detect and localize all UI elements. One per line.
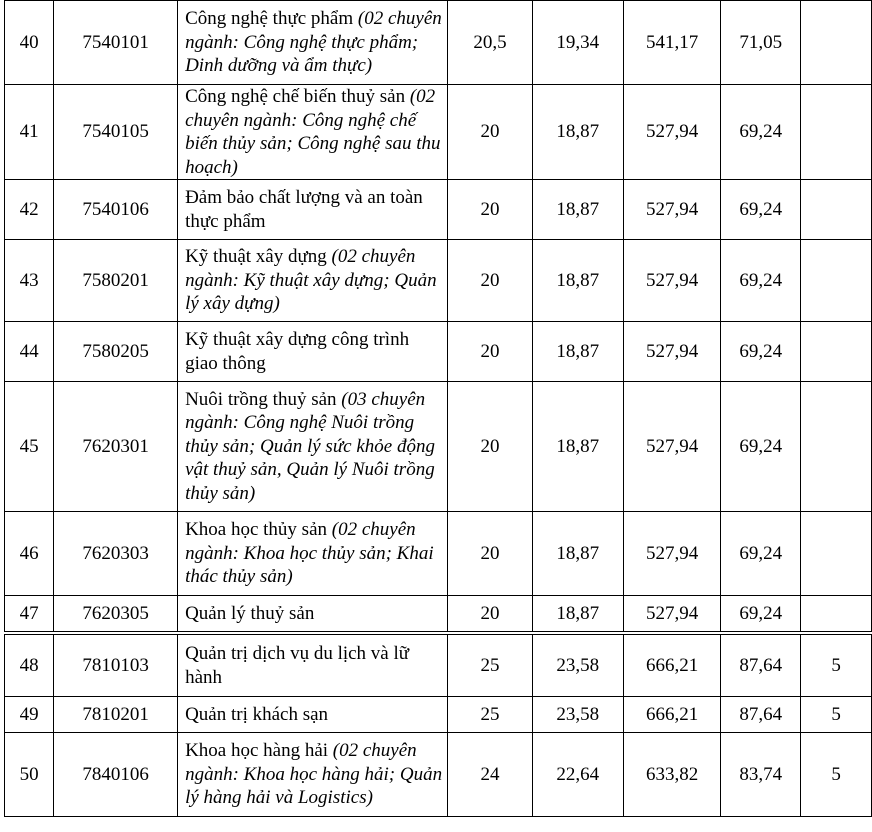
- major-code-cell: 7580205: [54, 322, 178, 382]
- score-cell-3: 527,94: [623, 180, 720, 240]
- row-number-cell: 48: [5, 635, 54, 697]
- row-number-cell: 46: [5, 512, 54, 596]
- score-cell-4: 69,24: [721, 180, 801, 240]
- major-name: Quản trị khách sạn: [185, 703, 329, 725]
- score-cell-2: 18,87: [532, 596, 623, 632]
- major-name: Công nghệ chế biến thuỷ sản: [185, 86, 406, 107]
- table-row: [5, 180, 872, 240]
- major-specialization-note: (02 chuyên ngành: Khoa học hàng hải; Quản lý hàng hải và Logistics): [185, 740, 443, 809]
- score-cell-2: 18,87: [532, 512, 623, 596]
- major-name: Nuôi trồng thuỷ sản: [185, 388, 337, 410]
- score-cell-4: 71,05: [721, 1, 801, 85]
- score-cell-5: [801, 512, 872, 596]
- row-number-cell: 43: [5, 240, 54, 322]
- major-name: Quản lý thuỷ sản: [185, 602, 315, 624]
- table-row: [5, 85, 872, 180]
- score-cell-4: 69,24: [721, 322, 801, 382]
- score-cell-1: 20: [448, 240, 532, 322]
- major-name: Kỹ thuật xây dựng công trình giao thông: [185, 329, 410, 374]
- table-row: [5, 635, 872, 697]
- major-name-cell: [178, 697, 448, 733]
- major-specialization-note: (02 chuyên ngành: Khoa học thủy sản; Khai thác thủy sản): [185, 519, 434, 588]
- major-specialization-note: (03 chuyên ngành: Công nghệ Nuôi trồng thủy sản; Quản lý sức khỏe động vật thuỷ sản, Quản lý Nuôi trồng thủy sản): [185, 388, 435, 504]
- major-name-cell: [178, 240, 448, 322]
- score-cell-2: 19,34: [532, 1, 623, 85]
- score-cell-4: 69,24: [721, 85, 801, 180]
- score-cell-3: 527,94: [623, 596, 720, 632]
- major-code-cell: 7810201: [54, 697, 178, 733]
- score-cell-2: 18,87: [532, 240, 623, 322]
- score-cell-3: 527,94: [623, 240, 720, 322]
- score-cell-2: 22,64: [532, 733, 623, 817]
- score-cell-5: 5: [801, 697, 872, 733]
- score-cell-4: 69,24: [721, 512, 801, 596]
- admission-table-wrapper: [4, 0, 872, 817]
- table-row: [5, 697, 872, 733]
- score-cell-3: 527,94: [623, 512, 720, 596]
- major-name-cell: [178, 635, 448, 697]
- score-cell-2: 23,58: [532, 697, 623, 733]
- score-cell-2: 18,87: [532, 382, 623, 512]
- score-cell-1: 25: [448, 635, 532, 697]
- score-cell-1: 25: [448, 697, 532, 733]
- score-cell-3: 541,17: [623, 1, 720, 85]
- table-row: [5, 322, 872, 382]
- score-cell-2: 18,87: [532, 322, 623, 382]
- score-cell-5: [801, 240, 872, 322]
- major-name-cell: [178, 596, 448, 632]
- row-number-cell: 44: [5, 322, 54, 382]
- score-cell-3: 666,21: [623, 635, 720, 697]
- major-name-cell: [178, 382, 448, 512]
- row-number-cell: 49: [5, 697, 54, 733]
- score-cell-1: 20: [448, 85, 532, 180]
- major-name: Kỹ thuật xây dựng: [185, 246, 327, 268]
- row-number-cell: 42: [5, 180, 54, 240]
- score-cell-4: 69,24: [721, 596, 801, 632]
- major-code-cell: 7540106: [54, 180, 178, 240]
- score-cell-1: 20: [448, 596, 532, 632]
- score-cell-2: 18,87: [532, 85, 623, 180]
- score-cell-1: 20: [448, 322, 532, 382]
- major-name: Đảm bảo chất lượng và an toàn thực phẩm: [185, 187, 423, 232]
- major-name: Khoa học thủy sản: [185, 519, 328, 541]
- major-name-cell: [178, 322, 448, 382]
- table-body: [5, 1, 872, 817]
- score-cell-5: 5: [801, 635, 872, 697]
- major-code-cell: 7810103: [54, 635, 178, 697]
- score-cell-1: 20,5: [448, 1, 532, 85]
- major-code-cell: 7620303: [54, 512, 178, 596]
- major-specialization-note: (02 chuyên ngành: Công nghệ chế biến thủy sản; Công nghệ sau thu hoạch): [185, 86, 441, 178]
- score-cell-1: 20: [448, 512, 532, 596]
- score-cell-5: [801, 85, 872, 180]
- score-cell-2: 18,87: [532, 180, 623, 240]
- major-code-cell: 7540101: [54, 1, 178, 85]
- score-cell-3: 527,94: [623, 382, 720, 512]
- admission-score-table: [4, 0, 872, 817]
- score-cell-1: 24: [448, 733, 532, 817]
- major-code-cell: 7620305: [54, 596, 178, 632]
- score-cell-4: 87,64: [721, 697, 801, 733]
- row-number-cell: 40: [5, 1, 54, 85]
- score-cell-5: [801, 382, 872, 512]
- score-cell-1: 20: [448, 180, 532, 240]
- row-number-cell: 50: [5, 733, 54, 817]
- score-cell-1: 20: [448, 382, 532, 512]
- table-row: [5, 596, 872, 632]
- score-cell-2: 23,58: [532, 635, 623, 697]
- score-cell-4: 87,64: [721, 635, 801, 697]
- score-cell-5: [801, 1, 872, 85]
- table-row: [5, 382, 872, 512]
- major-specialization-note: (02 chuyên ngành: Công nghệ thực phẩm; Dinh dưỡng và ẩm thực): [185, 8, 442, 77]
- major-name-cell: [178, 733, 448, 817]
- major-name: Quản trị dịch vụ du lịch và lữ hành: [185, 643, 410, 688]
- major-name-cell: [178, 180, 448, 240]
- major-specialization-note: (02 chuyên ngành: Kỹ thuật xây dựng; Quản lý xây dựng): [185, 246, 437, 315]
- row-number-cell: 45: [5, 382, 54, 512]
- score-cell-5: [801, 180, 872, 240]
- score-cell-3: 633,82: [623, 733, 720, 817]
- table-row: [5, 240, 872, 322]
- score-cell-4: 83,74: [721, 733, 801, 817]
- score-cell-3: 666,21: [623, 697, 720, 733]
- score-cell-5: [801, 596, 872, 632]
- table-row: [5, 1, 872, 85]
- major-name: Công nghệ thực phẩm: [185, 8, 354, 30]
- score-cell-4: 69,24: [721, 382, 801, 512]
- score-cell-5: [801, 322, 872, 382]
- major-code-cell: 7580201: [54, 240, 178, 322]
- major-code-cell: 7540105: [54, 85, 178, 180]
- major-name-cell: [178, 1, 448, 85]
- major-name-cell: [178, 512, 448, 596]
- major-code-cell: 7840106: [54, 733, 178, 817]
- score-cell-3: 527,94: [623, 322, 720, 382]
- score-cell-4: 69,24: [721, 240, 801, 322]
- row-number-cell: 47: [5, 596, 54, 632]
- score-cell-5: 5: [801, 733, 872, 817]
- score-cell-3: 527,94: [623, 85, 720, 180]
- major-name: Khoa học hàng hải: [185, 740, 329, 762]
- table-row: [5, 733, 872, 817]
- row-number-cell: 41: [5, 85, 54, 180]
- major-code-cell: 7620301: [54, 382, 178, 512]
- major-name-cell: [178, 85, 448, 180]
- table-row: [5, 512, 872, 596]
